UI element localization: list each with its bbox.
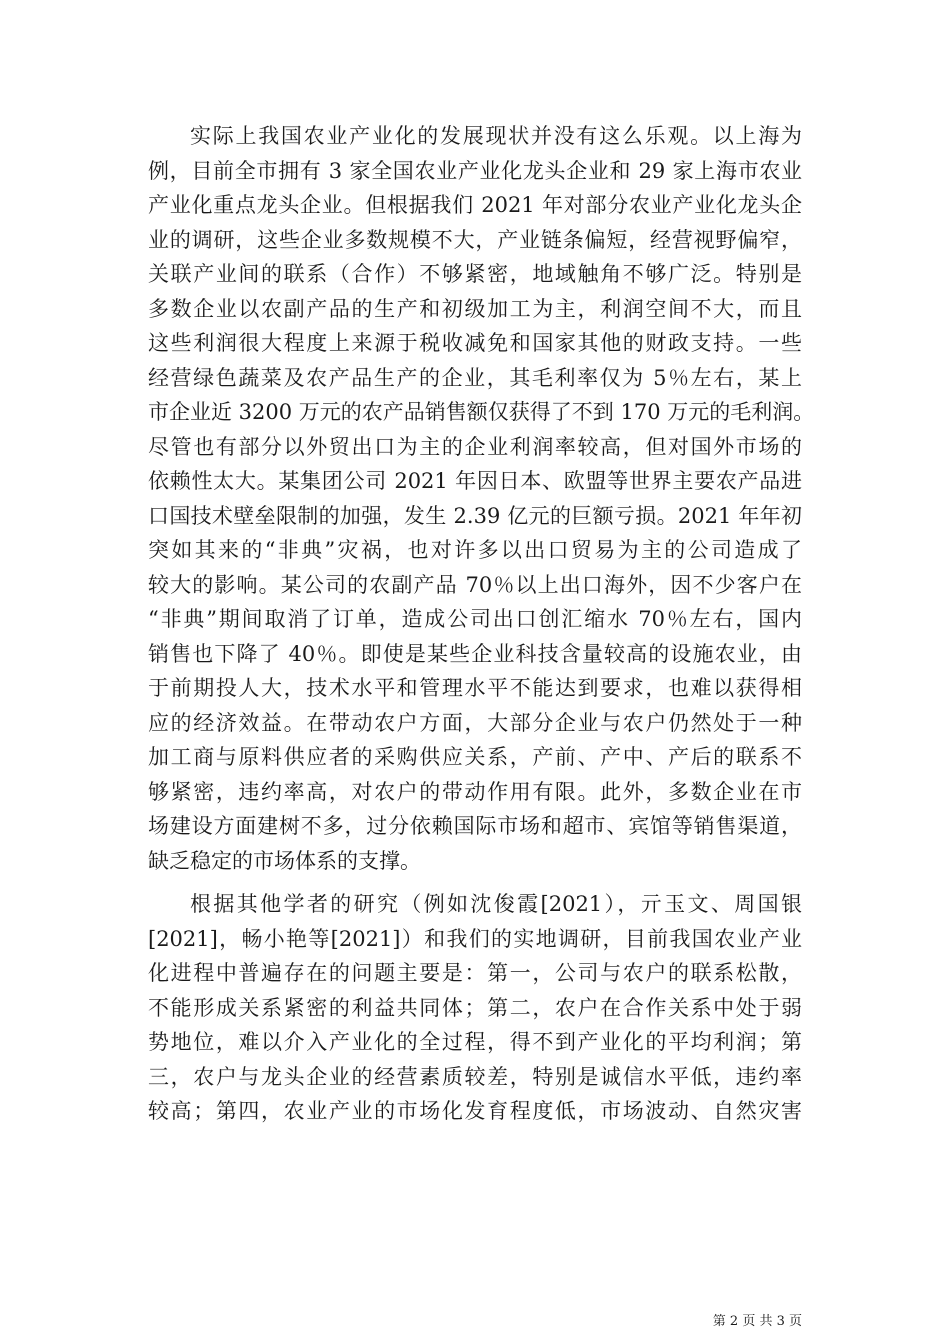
text-line: 较大的影响。某公司的农副产品 70％以上出口海外，因不少客户在 [148, 572, 802, 597]
text-line: 较高；第四，农业产业的市场化发育程度低，市场波动、自然灾害 [148, 1099, 802, 1123]
text-line: 够紧密，违约率高，对农户的带动作用有限。此外，多数企业在市 [148, 779, 802, 804]
document-body [148, 119, 815, 1129]
text-line: 依赖性太大。某集团公司 2021 年因日本、欧盟等世界主要农产品进 [148, 469, 802, 493]
text-line: 经营绿色蔬菜及农产品生产的企业，其毛利率仅为 5％左右，某上 [148, 365, 802, 390]
text-line: 实际上我国农业产业化的发展现状并没有这么乐观。以上海为 [190, 124, 802, 148]
text-line: 业的调研，这些企业多数规模不大，产业链条偏短，经营视野偏窄， [148, 227, 802, 252]
text-line: [2021]，畅小艳等[2021]）和我们的实地调研，目前我国农业产业 [148, 926, 802, 951]
text-line: 势地位，难以介入产业化的全过程，得不到产业化的平均利润；第 [148, 1030, 802, 1054]
text-line: “非典”期间取消了订单，造成公司出口创汇缩水 70％左右，国内 [148, 607, 802, 631]
text-line: 不能形成关系紧密的利益共同体；第二，农户在合作关系中处于弱 [148, 995, 802, 1020]
text-line: 这些利润很大程度上来源于税收减免和国家其他的财政支持。一些 [148, 331, 802, 355]
text-line: 缺乏稳定的市场体系的支撑。 [148, 848, 421, 873]
text-line: 口国技术壁垒限制的加强，发生 2.39 亿元的巨额亏损。2021 年年初 [148, 503, 802, 528]
paragraph-gap [148, 878, 802, 887]
text-line: 三，农户与龙头企业的经营素质较差，特别是诚信水平低，违约率 [148, 1064, 802, 1089]
text-line: 场建设方面建树不多，过分依赖国际市场和超市、宾馆等销售渠道， [148, 814, 802, 838]
text-line: 突如其来的“非典”灾祸，也对许多以出口贸易为主的公司造成了 [148, 538, 802, 562]
text-line: 例，目前全市拥有 3 家全国农业产业化龙头企业和 29 家上海市农业 [148, 158, 802, 183]
text-line: 根据其他学者的研究（例如沈俊霞[2021），亓玉文、周国银 [190, 892, 802, 916]
text-line: 于前期投人大，技术水平和管理水平不能达到要求，也难以获得相 [148, 676, 802, 700]
text-line: 市企业近 3200 万元的农产品销售额仅获得了不到 170 万元的毛利润。 [148, 400, 815, 424]
text-line: 加工商与原料供应者的采购供应关系，产前、产中、产后的联系不 [148, 745, 802, 769]
text-line: 销售也下降了 40％。即使是某些企业科技含量较高的设施农业，由 [148, 641, 802, 666]
text-line: 应的经济效益。在带动农户方面，大部分企业与农户仍然处于一种 [148, 710, 802, 735]
paragraph-2 [148, 887, 802, 1129]
text-line: 尽管也有部分以外贸出口为主的企业利润率较高，但对国外市场的 [148, 434, 802, 459]
text-line: 产业化重点龙头企业。但根据我们 2021 年对部分农业产业化龙头企 [148, 193, 802, 217]
text-line: 关联产业间的联系（合作）不够紧密，地域触角不够广泛。特别是 [148, 262, 802, 286]
text-line: 多数企业以农副产品的生产和初级加工为主，利润空间不大，而且 [148, 296, 802, 321]
paragraph-1 [148, 119, 815, 878]
text-line: 化进程中普遍存在的问题主要是：第一，公司与农户的联系松散， [148, 961, 802, 985]
page-number-footer: 第 2 页 共 3 页 [712, 1314, 802, 1329]
